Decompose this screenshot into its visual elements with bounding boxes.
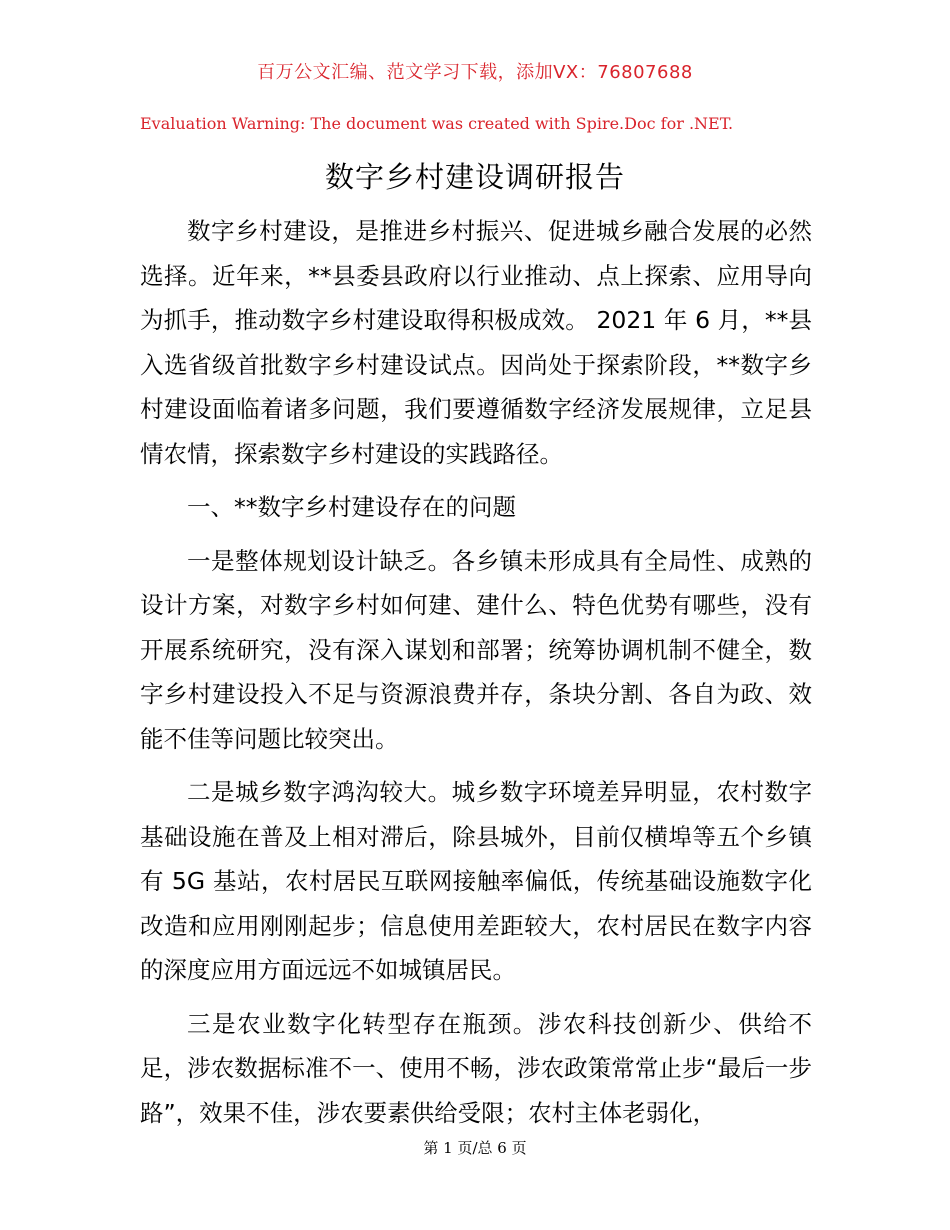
evaluation-warning: Evaluation Warning: The document was created with Spire.Doc for .NET. [140,114,734,133]
body-paragraph: 一是整体规划设计缺乏。各乡镇未形成具有全局性、成熟的设计方案，对数字乡村如何建、建什么、特色优势有哪些，没有开展系统研究，没有深入谋划和部署；统筹协调机制不健全，数字乡村建设投入不足与资源浪费并存，条块分割、各自为政、效能不佳等问题比较突出。 [140,546,812,753]
promo-header: 百万公文汇编、范文学习下载，添加VX：76807688 [257,62,693,83]
body-paragraph: 二是城乡数字鸿沟较大。城乡数字环境差异明显，农村数字基础设施在普及上相对滞后，除县城外，目前仅横埠等五个乡镇有 5G 基站，农村居民互联网接触率偏低，传统基础设施数字化改造和应用刚刚起步；信息使用差距较大，农村居民在数字内容的深度应用方面远远不如城镇居民。 [140,778,812,984]
document-body [140,209,812,1144]
document-title: 数字乡村建设调研报告 [324,160,625,194]
page-number: 第 1 页/总 6 页 [423,1139,527,1157]
intro-paragraph: 数字乡村建设，是推进乡村振兴、促进城乡融合发展的必然选择。近年来，**县委县政府以行业推动、点上探索、应用导向为抓手，推动数字乡村建设取得积极成效。 2021 年 6 月，**县入选省级首批数字乡村建设试点。因尚处于探索阶段，**数字乡村建设面临着诸多问题，我们要遵循数字经济发展规律，立足县情农情，探索数字乡村建设的实践路径。 [140,217,812,468]
body-paragraph: 三是农业数字化转型存在瓶颈。涉农科技创新少、供给不足，涉农数据标准不一、使用不畅，涉农政策常常止步“最后一步路”，效果不佳，涉农要素供给受限；农村主体老弱化， [140,1009,812,1127]
section-heading: 一、**数字乡村建设存在的问题 [187,493,516,521]
